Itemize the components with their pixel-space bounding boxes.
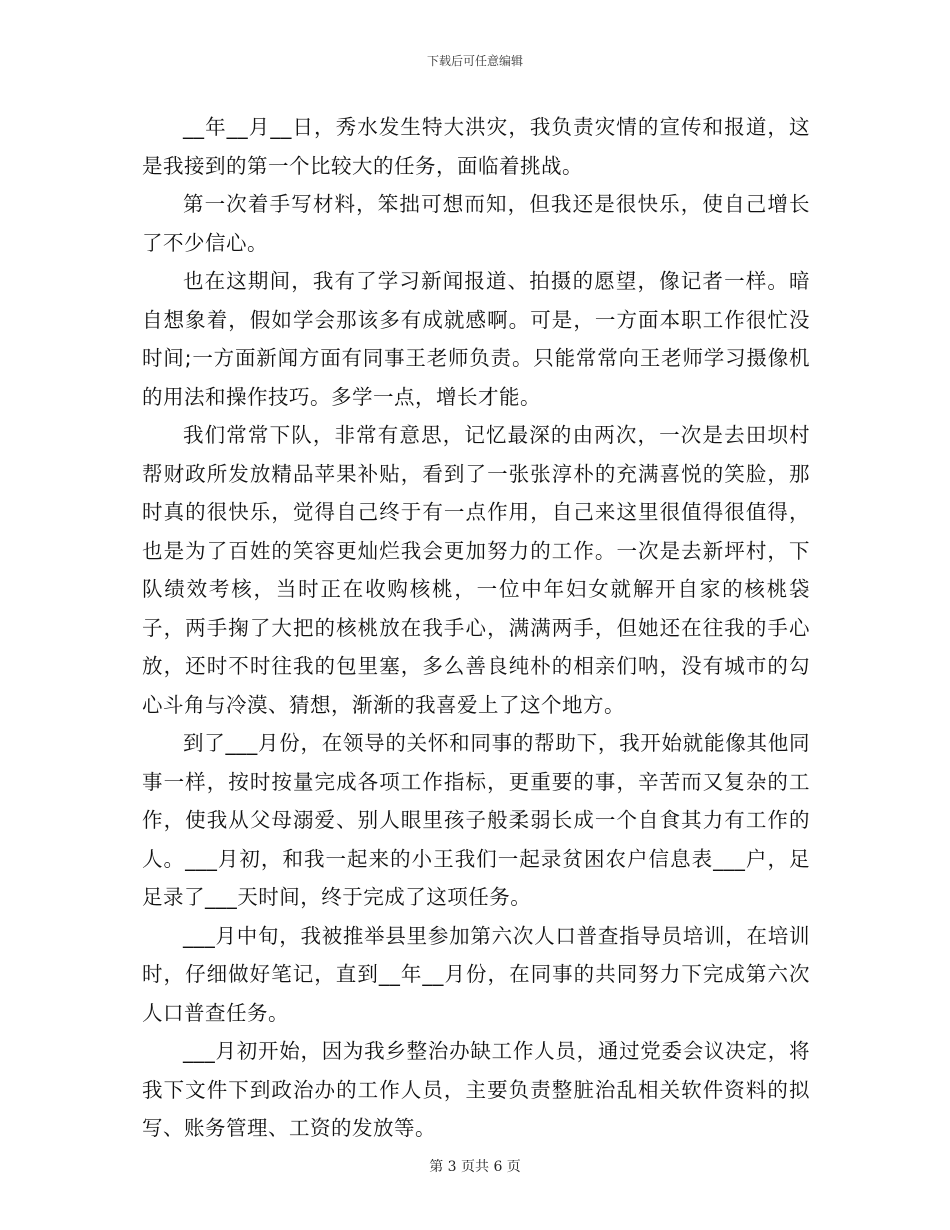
document-body [142,108,810,1148]
page-header: 下载后可任意编辑 [426,54,523,68]
page-number: 第 3 页共 6 页 [429,1159,521,1175]
paragraph: 我们常常下队，非常有意思，记忆最深的由两次，一次是去田坝村帮财政所发放精品苹果补贴，看到了一张张淳朴的充满喜悦的笑脸，那时真的很快乐，觉得自己终于有一点作用，自己来这里很值得很值得，也是为了百姓的笑容更灿烂我会更加努力的工作。一次是去新坪村，下队绩效考核，当时正在收购核桃，一位中年妇女就解开自家的核桃袋子，两手掬了大把的核桃放在我手心，满满两手，但她还在往我的手心放，还时不时往我的包里塞，多么善良纯朴的相亲们呐，没有城市的勾心斗角与冷漠、猜想，渐渐的我喜爱上了这个地方。 [142,423,810,717]
paragraph: 到了___月份，在领导的关怀和同事的帮助下，我开始就能像其他同事一样，按时按量完成各项工作指标，更重要的事，辛苦而又复杂的工作，使我从父母溺爱、别人眼里孩子般柔弱长成一个自食其力有工作的人。___月初，和我一起来的小王我们一起录贫困农户信息表___户，足足录了___天时间，终于完成了这项任务。 [142,731,810,909]
paragraph: ___月初开始，因为我乡整治办缺工作人员，通过党委会议决定，将我下文件下到政治办的工作人员，主要负责整脏治乱相关软件资料的拟写、账务管理、工资的发放等。 [142,1039,810,1140]
paragraph: __年__月__日，秀水发生特大洪灾，我负责灾情的宣传和报道，这是我接到的第一个比较大的任务，面临着挑战。 [142,115,810,178]
paragraph: 也在这期间，我有了学习新闻报道、拍摄的愿望，像记者一样。暗自想象着，假如学会那该多有成就感啊。可是，一方面本职工作很忙没时间;一方面新闻方面有同事王老师负责。只能常常向王老师学习摄像机的用法和操作技巧。多学一点，增长才能。 [142,269,810,409]
paragraph: ___月中旬，我被推举县里参加第六次人口普查指导员培训，在培训时，仔细做好笔记，直到__年__月份，在同事的共同努力下完成第六次人口普查任务。 [142,923,810,1025]
paragraph: 第一次着手写材料，笨拙可想而知，但我还是很快乐，使自己增长了不少信心。 [142,192,810,255]
